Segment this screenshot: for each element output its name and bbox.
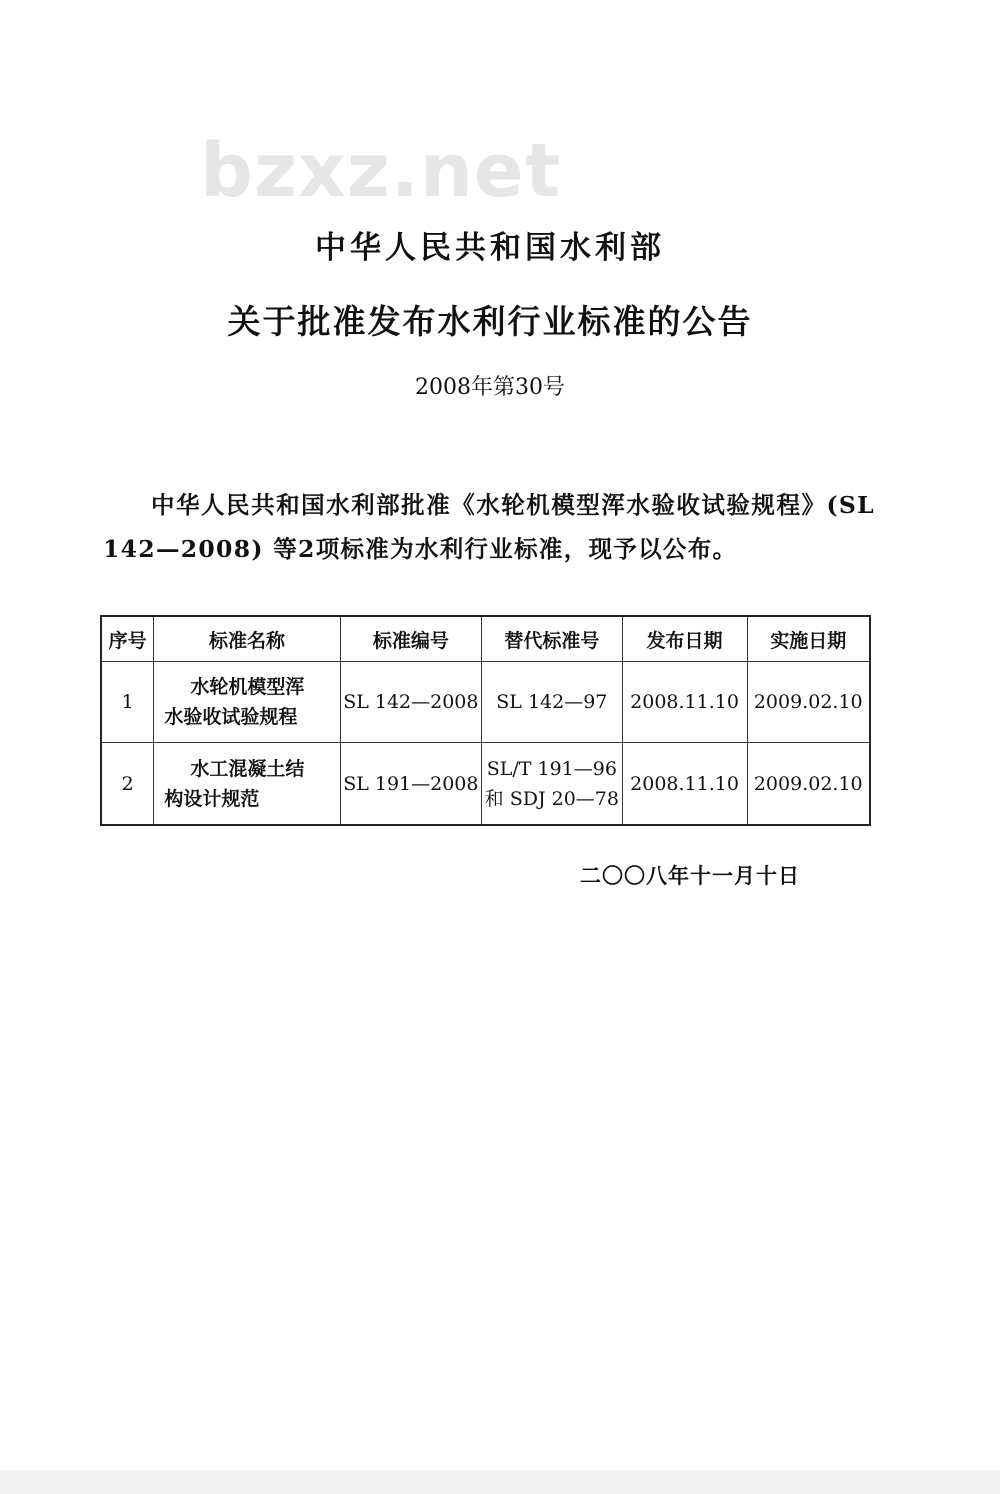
replaced-line: SL/T 191—96: [486, 757, 617, 780]
standards-table: [100, 615, 871, 826]
header-cell: 实施日期: [747, 616, 870, 662]
header-cell: 序号: [101, 616, 154, 662]
name-line: 水工混凝土结: [190, 757, 305, 780]
row-number: 1: [101, 662, 154, 743]
issue-number: 2008年第30号: [415, 375, 565, 400]
standard-name: [154, 662, 340, 743]
issuer-title: 中华人民共和国水利部: [315, 230, 665, 266]
name-line: 构设计规范: [164, 787, 260, 810]
replaced-code: [482, 743, 622, 825]
table-row: [101, 662, 870, 743]
effective-date: 2009.02.10: [747, 662, 870, 743]
header-cell: 替代标准号: [482, 616, 622, 662]
table-row: [101, 743, 870, 825]
publish-date: 2008.11.10: [622, 743, 747, 825]
header-cell: 发布日期: [622, 616, 747, 662]
page-bottom-strip: [0, 1470, 1000, 1494]
announcement-date: 二〇〇八年十一月十日: [580, 863, 800, 888]
name-line: 水验收试验规程: [164, 706, 298, 729]
table-header-row: [101, 616, 870, 662]
header-cell: 标准名称: [154, 616, 340, 662]
header-cell: 标准编号: [340, 616, 482, 662]
replaced-line: SL 142—97: [496, 691, 608, 714]
publish-date: 2008.11.10: [622, 662, 747, 743]
standard-code: SL 142—2008: [340, 662, 482, 743]
body-paragraph: 中华人民共和国水利部批准《水轮机模型浑水验收试验规程》(SL 142—2008) 等2项标准为水利行业标准，现予以公布。: [103, 491, 875, 563]
name-line: 水轮机模型浑: [190, 676, 305, 699]
replaced-line: 和 SDJ 20—78: [484, 787, 619, 810]
row-number: 2: [101, 743, 154, 825]
replaced-code: [482, 662, 622, 743]
watermark: bzxz.net: [200, 128, 562, 214]
effective-date: 2009.02.10: [747, 743, 870, 825]
standard-code: SL 191—2008: [340, 743, 482, 825]
standard-name: [154, 743, 340, 825]
announcement-title: 关于批准发布水利行业标准的公告: [227, 302, 753, 341]
